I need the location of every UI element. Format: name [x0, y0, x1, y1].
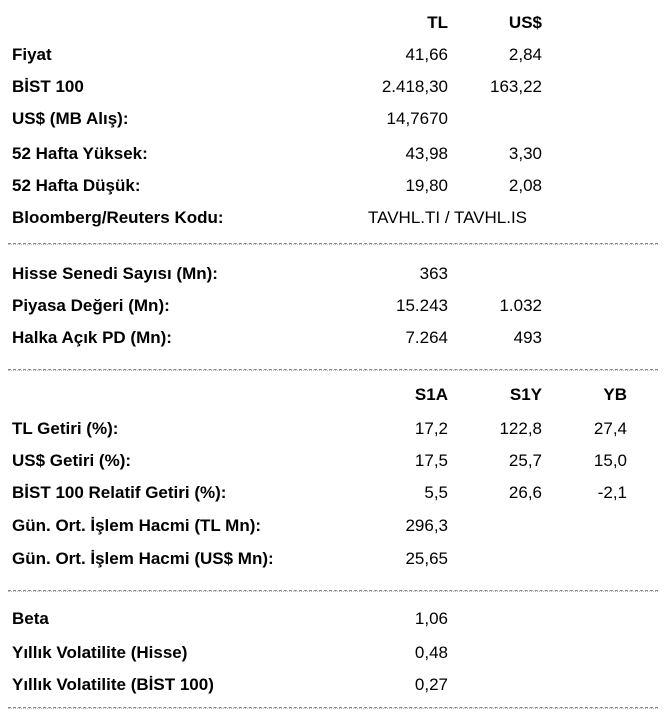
column-header-s1y: S1Y [509, 385, 542, 404]
row-label: BİST 100 [12, 77, 84, 96]
row-label: Bloomberg/Reuters Kodu: [12, 208, 224, 227]
ticker-codes: TAVHL.TI / TAVHL.IS [368, 208, 528, 227]
row-label: Fiyat [12, 45, 52, 64]
value-yb: 27,4 [593, 419, 627, 438]
value-s1a: 17,2 [414, 419, 448, 438]
row-label: Hisse Senedi Sayısı (Mn): [12, 264, 218, 283]
row-label: 52 Hafta Yüksek: [12, 144, 148, 163]
row-label: Halka Açık PD (Mn): [12, 328, 172, 347]
value-tl: 43,98 [405, 144, 448, 163]
row-label: TL Getiri (%): [12, 419, 119, 438]
value-usd: 1.032 [499, 296, 542, 315]
value-tl: 363 [419, 264, 448, 283]
row-label: BİST 100 Relatif Getiri (%): [12, 483, 227, 502]
value-s1a: 17,5 [414, 451, 448, 470]
row-label: Gün. Ort. İşlem Hacmi (US$ Mn): [12, 549, 274, 568]
row-label: US$ (MB Alış): [12, 109, 129, 128]
value-tl: 41,66 [405, 45, 448, 64]
value-tl: 14,7670 [386, 109, 448, 128]
value-s1a: 5,5 [424, 483, 448, 502]
row-label: Yıllık Volatilite (BİST 100) [12, 675, 214, 694]
section-divider [8, 369, 658, 371]
section-divider [8, 707, 658, 709]
value-yb: 15,0 [593, 451, 627, 470]
section-divider [8, 590, 658, 592]
column-header-yb: YB [603, 385, 627, 404]
row-label: 52 Hafta Düşük: [12, 176, 141, 195]
value-s1y: 122,8 [499, 419, 542, 438]
column-header-usd: US$ [508, 13, 542, 32]
value-tl: 7.264 [405, 328, 448, 347]
column-header-s1a: S1A [414, 385, 448, 404]
value-tl: 15.243 [396, 296, 448, 315]
value-s1y: 26,6 [508, 483, 542, 502]
value-s1y: 25,7 [508, 451, 542, 470]
value-usd: 493 [513, 328, 542, 347]
value-usd: 2,84 [508, 45, 542, 64]
value: 0,27 [414, 675, 448, 694]
value-yb: -2,1 [597, 483, 627, 502]
value-tl: 2.418,30 [381, 77, 448, 96]
value-s1a: 25,65 [405, 549, 448, 568]
value-usd: 163,22 [490, 77, 542, 96]
value-tl: 19,80 [405, 176, 448, 195]
row-label: US$ Getiri (%): [12, 451, 132, 470]
column-header-tl: TL [427, 13, 448, 32]
row-label: Piyasa Değeri (Mn): [12, 296, 170, 315]
row-label: Gün. Ort. İşlem Hacmi (TL Mn): [12, 516, 262, 535]
value: 0,48 [414, 643, 448, 662]
value-usd: 2,08 [508, 176, 542, 195]
value: 1,06 [414, 609, 448, 628]
value-s1a: 296,3 [405, 516, 448, 535]
value-usd: 3,30 [508, 144, 542, 163]
row-label: Yıllık Volatilite (Hisse) [12, 643, 188, 662]
row-label: Beta [12, 609, 49, 628]
section-divider [8, 243, 658, 245]
